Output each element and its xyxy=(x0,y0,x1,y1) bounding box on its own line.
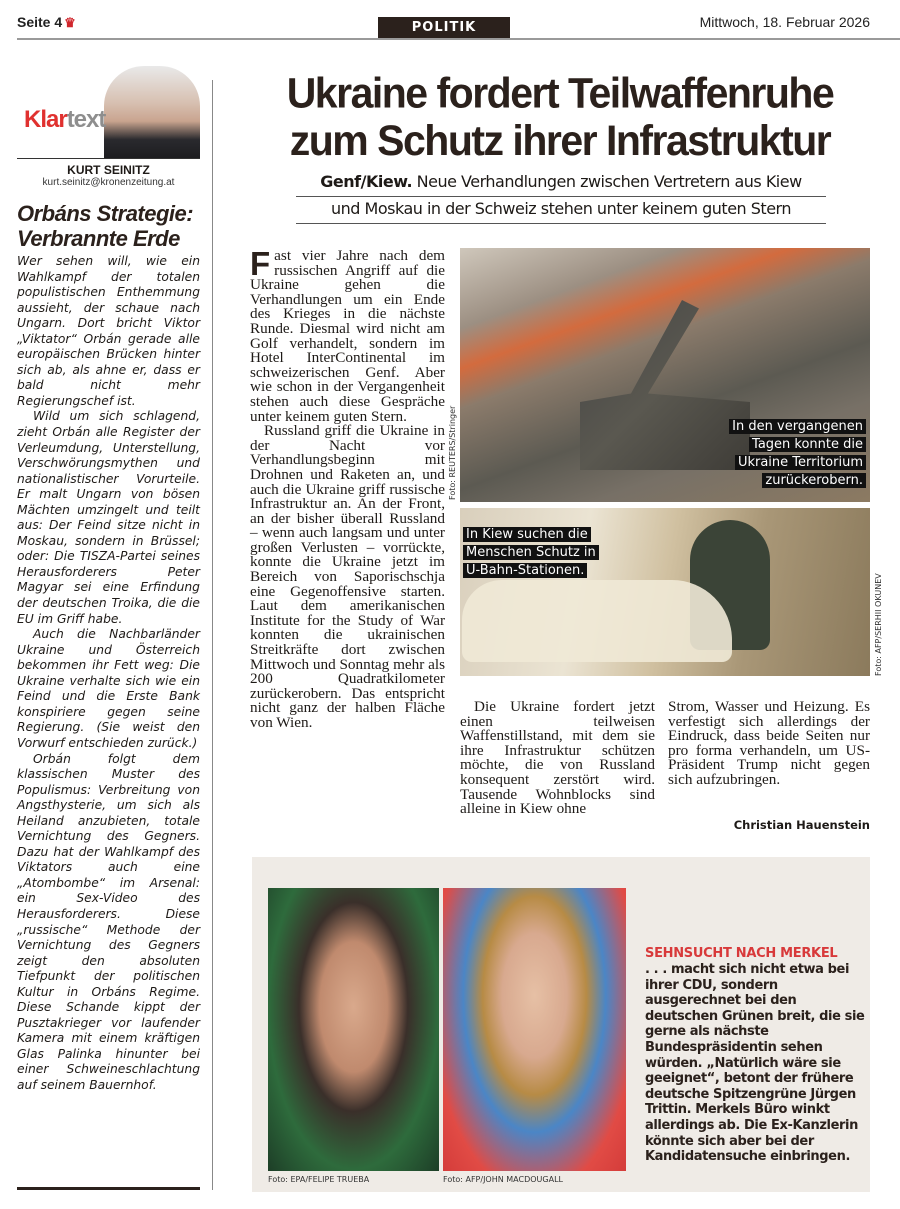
subhead-text: Neue Verhandlungen zwischen Vertretern aus Kiew xyxy=(416,172,802,191)
caption-text: In Kiew suchen die Menschen Schutz in U-Bahn-Stationen. xyxy=(463,527,599,578)
column-divider xyxy=(212,80,213,1190)
photo-credit-2: Foto: AFP/SERHII OKUNEV xyxy=(874,573,883,676)
paragraph-text: ast vier Jahre nach dem russischen Angriff auf die Ukraine gehen die Verhandlungen um ein Ende des Krieges in die nächste Runde. Diesmal wird nicht am Golf verhandelt, sondern im Hotel InterContinental im schweizerischen Genf. Aber wie schon in der Vergangenheit stehen auch diese Gespräche unter keinem guten Stern. xyxy=(250,247,445,425)
subheadline-line-2: und Moskau in der Schweiz stehen unter keinem guten Stern xyxy=(296,199,826,224)
paragraph: Die Ukraine fordert jetzt einen teilweisen Waffenstillstand, mit dem sie ihre Infrastruktur schützen möchte, die von Russland konsequent zerstört wird. Tausende Wohnblocks sind alleine in Kiew ohne xyxy=(460,698,655,818)
crown-icon: ♛ xyxy=(64,15,76,30)
article-column-3 xyxy=(668,700,870,788)
divider xyxy=(17,158,200,159)
commentary-author: KURT SEINITZ xyxy=(67,163,150,177)
paragraph: Wild um sich schlagend, zieht Orbán alle Register der Verleumdung, Unterstellung, Verschwörungsmythen und nationalistischer Vorurteile. Er malt Ungarn von bösen Mächten umzingelt und teilt aus: Der Feind sitze nicht in Moskau, sondern in Brüssel; oder: Die TISZA-Partei seines Herausforderers Peter Magyar sei eine Erfindung der deutschen Troika, die die EU im Griff habe. xyxy=(17,409,200,626)
paragraph: Orbán folgt dem klassischen Muster des Populismus: Verbreitung von Angsthysterie, um sich als Heiland anzubieten, totale Vernichtung des Gegners. Dazu hat der Wahlkampf des Viktators auch eine „Atombombe“ im Arsenal: ein Sex-Video des Herausforderers. Diese „russische“ Methode der Vernichtung des Gegners zeigt den absoluten Tiefpunkt der politischen Kultur in Orbáns Regime. Diese Schande kippt der Pusztakrieger vor laufender Kamera mit einem kräftigen Glas Palinka hinunter bei einer Schweineschlachtung auf seinem Bauernhof. xyxy=(17,751,200,1092)
merkel-box-text: . . . macht sich nicht etwa bei ihrer CDU, sondern ausgerechnet bei den deutschen Grünen breit, die sie gerne als nächste Bundespräsidentin sehen würden. „Natürlich wäre sie geeignet“, betont der frühere deutsche Spitzengrüne Jürgen Trittin. Merkels Büro winkt allerdings ab. Die Ex-Kanzlerin könnte sich aber bei der Kandidatensuche einbringen. xyxy=(645,962,865,1165)
trittin-photo xyxy=(268,888,439,1171)
paragraph: Wer sehen will, wie ein Wahlkampf der totalen populistischen Enthemmung aussieht, der schaue nach Ungarn. Dort bricht Viktor „Viktator“ Orbán gerade alle europäischen Brücken hinter sich ab, als ahne er, dass er bald nicht mehr Regierungschef ist. xyxy=(17,254,200,408)
author-portrait xyxy=(104,66,200,158)
author-email[interactable]: kurt.seinitz@kronenzeitung.at xyxy=(42,177,175,188)
paragraph: Auch die Nachbarländer Ukraine und Österreich bekommen ihr Fett weg: Die Ukraine verhalte sich wie ein Feind und die Erste Bank konspiriere gegen seine Regierung. (Sie weist den Vorwurf entschieden zurück.) xyxy=(17,627,200,750)
paragraph: Russland griff die Ukraine in der Nacht vor Verhandlungsbeginn mit Drohnen und Raketen an, und auch die Ukraine griff russische Infrastruktur an. An der Front, an der bisher überall Russland – wenn auch langsam und unter großen Verlusten – vorrückte, konnte die Ukraine jetzt im Bereich von Saporischschja eine Gegenoffensive starten. Laut dem amerikanischen Institute for the Study of War konnten die ukrainischen Streitkräfte dort zwischen Mittwoch und Sonntag mehr als 200 Quadratkilometer zurückerobern. Das entspricht nicht ganz der halben Fläche von Wien. xyxy=(250,422,445,731)
commentary-title: Orbáns Strategie: Verbrannte Erde xyxy=(17,201,194,251)
photo-credit-1: Foto: REUTERS/Stringer xyxy=(448,405,457,500)
commentary-body xyxy=(17,254,200,1094)
paragraph: Strom, Wasser und Heizung. Es verfestigt sich allerdings der Eindruck, dass beide Seiten nur pro forma verhandeln, um US-Präsident Trump nicht gegen sich aufzubringen. xyxy=(668,698,870,788)
merkel-photo xyxy=(443,888,626,1171)
issue-date: Mittwoch, 18. Februar 2026 xyxy=(699,14,870,30)
blanket-shape xyxy=(462,580,732,662)
photo-credit-3: Foto: EPA/FELIPE TRUEBA xyxy=(268,1175,370,1184)
end-rule xyxy=(17,1187,200,1190)
photo-caption-2 xyxy=(460,526,610,580)
article-headline: Ukraine fordert Teilwaffenruhe zum Schutz ihrer Infrastruktur xyxy=(286,68,834,165)
page-number-label: Seite 4 xyxy=(17,14,63,30)
dateline: Genf/Kiew. xyxy=(320,172,413,191)
article-byline: Christian Hauenstein xyxy=(733,818,870,832)
paragraph xyxy=(250,245,445,425)
photo-caption-1 xyxy=(719,418,869,490)
article-column-2 xyxy=(460,700,655,817)
subheadline-line-1 xyxy=(296,172,826,197)
logo-red-part: Klar xyxy=(24,106,67,133)
page-number xyxy=(17,14,76,31)
photo-credit-4: Foto: AFP/JOHN MACDOUGALL xyxy=(443,1175,563,1184)
caption-text: In den vergangenen Tagen konnte die Ukraine Territorium zurückerobern. xyxy=(729,419,866,488)
klartext-logo xyxy=(24,106,105,134)
logo-grey-part: text xyxy=(66,106,106,133)
merkel-box-title: SEHNSUCHT NACH MERKEL xyxy=(645,946,838,961)
article-column-1 xyxy=(250,245,445,731)
section-label: POLITIK xyxy=(378,17,510,38)
drop-cap: F xyxy=(250,245,271,282)
